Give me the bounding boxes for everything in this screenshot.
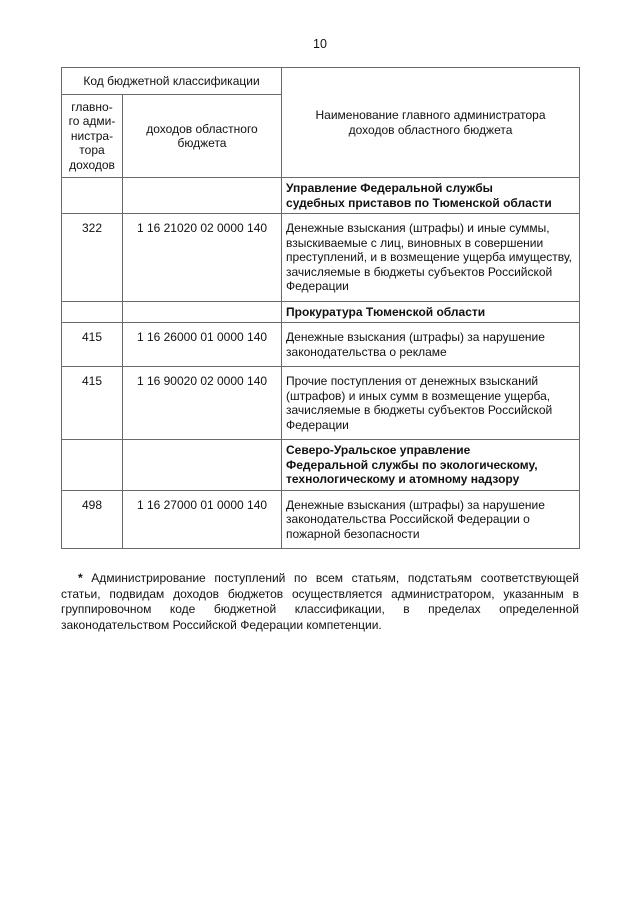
cell-organization-name: Управление Федеральной службы судебных приставов по Тюменской области	[282, 178, 580, 214]
cell-revenue-name: Денежные взыскания (штрафы) за нарушение законодательства о рекламе	[282, 323, 580, 367]
table-header-row	[62, 68, 580, 95]
table-row-organization	[62, 301, 580, 323]
page-number: 10	[313, 37, 327, 51]
cell-organization-name: Северо-Уральское управление Федеральной службы по экологическому, технологическому и атомному надзору	[282, 440, 580, 491]
table-row	[62, 367, 580, 440]
header-regional-revenue-code: доходов областного бюджета	[123, 95, 282, 178]
cell-administrator-code: 415	[62, 323, 123, 367]
cell-revenue-name: Денежные взыскания (штрафы) и иные суммы, взыскиваемые с лиц, виновных в совершении преступлений, и в возмещение ущерба имуществу, зачисляемые в бюджеты субъектов Российской Федерации	[282, 214, 580, 302]
table-row-organization	[62, 440, 580, 491]
table-row-organization	[62, 178, 580, 214]
table-row	[62, 490, 580, 549]
cell-administrator-code: 498	[62, 490, 123, 549]
header-administrator-name: Наименование главного администратора доходов областного бюджета	[282, 68, 580, 178]
cell-revenue-code: 1 16 26000 01 0000 140	[123, 323, 282, 367]
cell-administrator-code: 322	[62, 214, 123, 302]
table-row	[62, 323, 580, 367]
footnote-text: Администрирование поступлений по всем статьям, подстатьям соответствующей статьи, подвидам доходов бюджетов осуществляется администратором, указанным в группировочном коде бюджетной классификации, в пределах определенной законодательством Российской Федерации компетенции.	[61, 571, 579, 632]
header-chief-administrator: главно- го адми- нистра- тора доходов	[62, 95, 123, 178]
cell-administrator-code	[62, 440, 123, 491]
cell-revenue-code: 1 16 21020 02 0000 140	[123, 214, 282, 302]
cell-revenue-code	[123, 440, 282, 491]
cell-revenue-code	[123, 178, 282, 214]
cell-revenue-code: 1 16 90020 02 0000 140	[123, 367, 282, 440]
cell-organization-name: Прокуратура Тюменской области	[282, 301, 580, 323]
cell-revenue-code: 1 16 27000 01 0000 140	[123, 490, 282, 549]
budget-classification-table	[61, 67, 580, 549]
cell-revenue-name: Прочие поступления от денежных взысканий (штрафов) и иных сумм в возмещение ущерба, зачисляемые в бюджеты субъектов Российской Федерации	[282, 367, 580, 440]
header-budget-code-group: Код бюджетной классификации	[62, 68, 282, 95]
footnote-mark: *	[78, 571, 83, 585]
table-row	[62, 214, 580, 302]
cell-administrator-code	[62, 178, 123, 214]
footnote	[61, 571, 579, 633]
cell-revenue-name: Денежные взыскания (штрафы) за нарушение законодательства Российской Федерации о пожарной безопасности	[282, 490, 580, 549]
cell-administrator-code	[62, 301, 123, 323]
cell-administrator-code: 415	[62, 367, 123, 440]
cell-revenue-code	[123, 301, 282, 323]
